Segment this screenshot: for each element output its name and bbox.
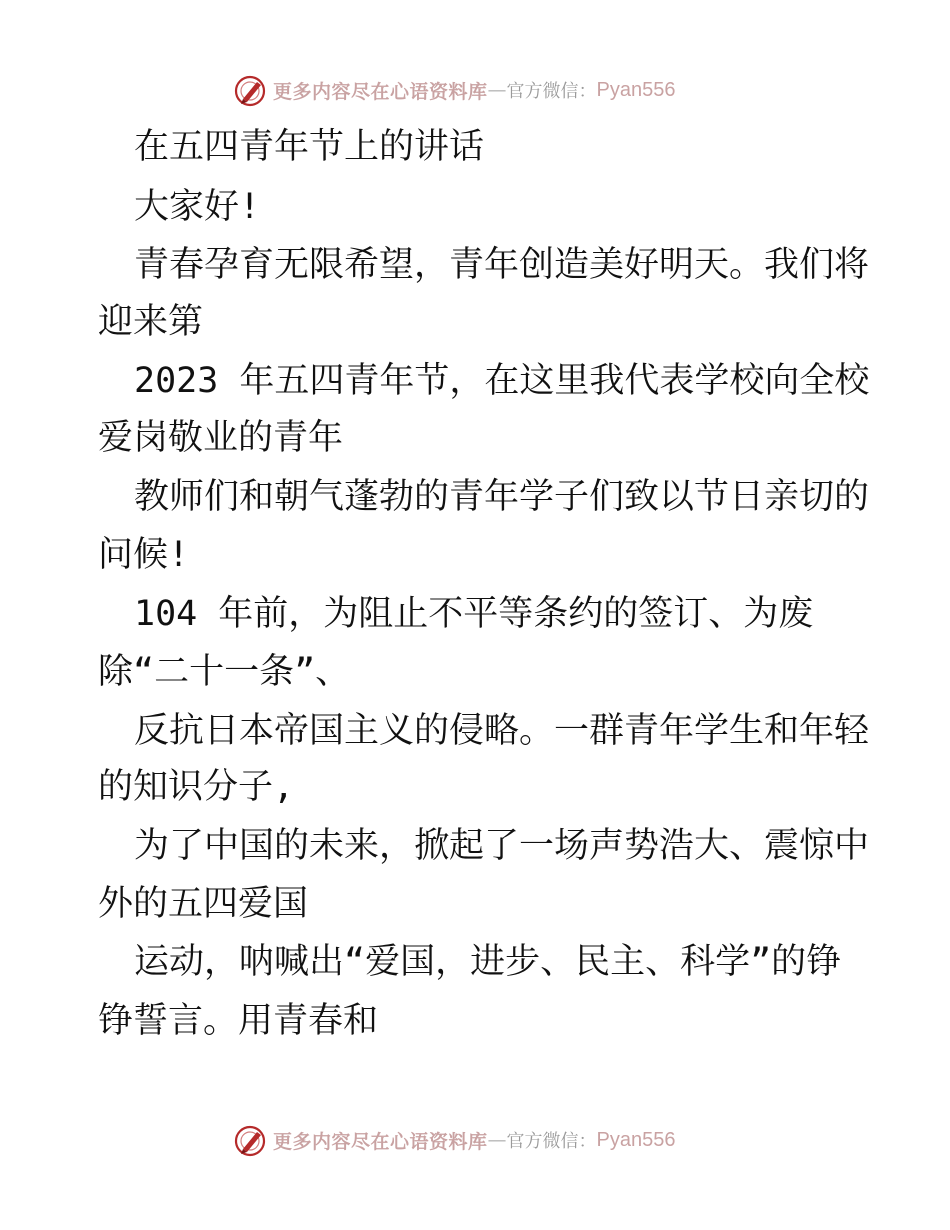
text-line: 运动，呐喊出“爱国，进步、民主、科学”的铮 xyxy=(134,942,842,982)
text-line: 爱岗敬业的青年 xyxy=(98,418,344,458)
text-line: 反抗日本帝国主义的侵略。一群青年学生和年轻 xyxy=(134,711,870,751)
banner-wechat-id: Pyan556 xyxy=(596,78,676,101)
text-line: 2023 年五四青年节，在这里我代表学校向全校 xyxy=(134,361,870,401)
banner-title: 更多内容尽在心语资料库 xyxy=(273,80,488,103)
text-line: 青春孕育无限希望，青年创造美好明天。我们将 xyxy=(134,245,870,285)
text-line: 迎来第 xyxy=(98,302,204,342)
banner-subtitle: 官方微信： xyxy=(506,1131,597,1152)
text-line: 问候! xyxy=(98,535,190,575)
banner-subtitle: 官方微信： xyxy=(506,81,597,102)
footer-banner xyxy=(233,1122,675,1158)
text-line: 除“二十一条”、 xyxy=(98,652,351,692)
text-line: 在五四青年节上的讲话 xyxy=(134,127,485,167)
text-line: 大家好! xyxy=(134,187,261,227)
text-line: 为了中国的未来，掀起了一场声势浩大、震惊中 xyxy=(134,826,870,866)
banner-title: 更多内容尽在心语资料库 xyxy=(273,1130,488,1153)
banner-wechat-id: Pyan556 xyxy=(596,1128,676,1151)
pen-logo-icon xyxy=(233,1122,269,1158)
header-banner xyxy=(233,72,675,108)
pen-logo-icon xyxy=(233,72,269,108)
text-line: 的知识分子, xyxy=(98,767,295,807)
text-line: 铮誓言。用青春和 xyxy=(98,1001,379,1041)
text-line: 104 年前，为阻止不平等条约的签订、为废 xyxy=(134,594,814,634)
banner-dash: — xyxy=(487,79,507,101)
text-line: 外的五四爱国 xyxy=(98,884,309,924)
text-line: 教师们和朝气蓬勃的青年学子们致以节日亲切的 xyxy=(134,477,870,517)
banner-dash: — xyxy=(487,1129,507,1151)
